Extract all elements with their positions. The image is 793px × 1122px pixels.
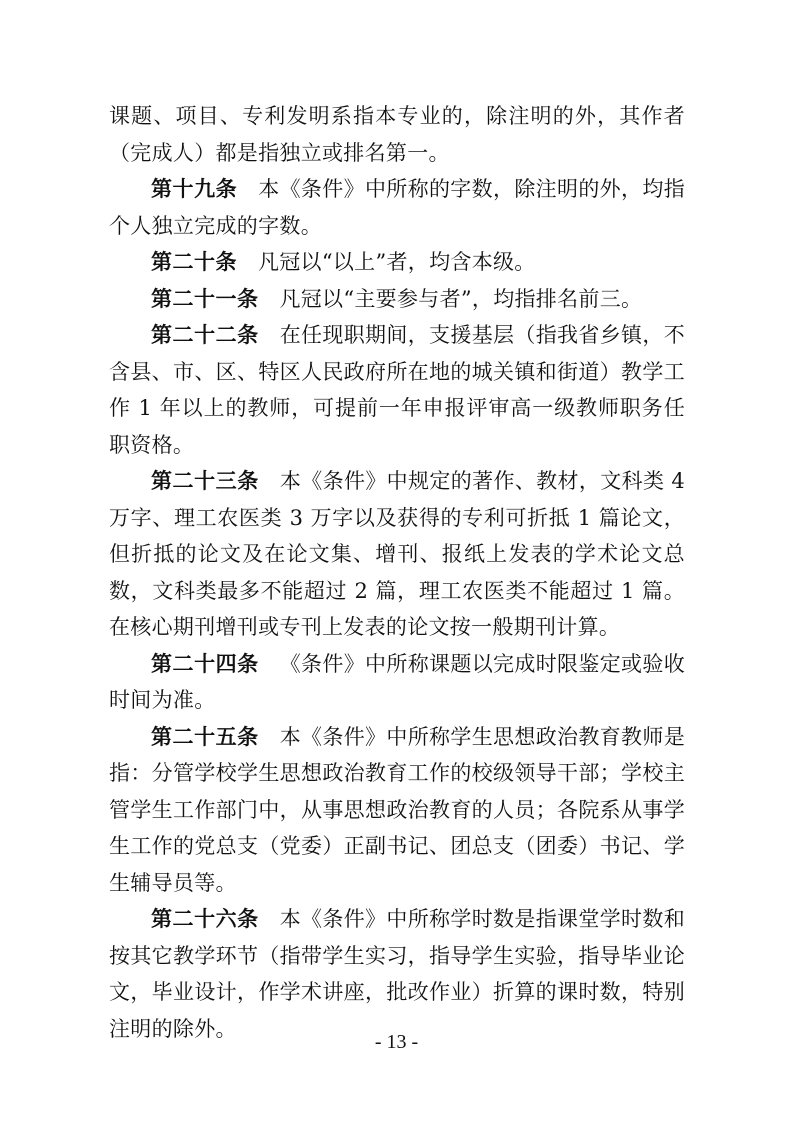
article-heading: 第十九条: [151, 177, 238, 201]
article-heading: 第二十三条: [151, 469, 259, 493]
article-25: [109, 719, 685, 902]
article-text: 本《条件》中所称的字数，除注明的外，均指个人独立完成的字数。: [109, 177, 686, 238]
article-text: 凡冠以“主要参与者”，均指排名前三。: [279, 286, 643, 311]
article-text: 本《条件》中所称学生思想政治教育教师是指：分管学校学生思想政治教育工作的校级领导干部；学校主管学生工作部门中，从事思想政治教育的人员；各院系从事学生工作的党总支（党委）正副书记、团总支（团委）书记、学生辅导员等。: [109, 724, 685, 895]
article-heading: 第二十条: [151, 250, 237, 274]
paragraph-text: 课题、项目、专利发明系指本专业的，除注明的外，其作者（完成人）都是指独立或排名第一。: [109, 104, 685, 165]
document-body: [109, 98, 685, 1047]
article-20: [109, 244, 685, 281]
article-text: 本《条件》中规定的著作、教材，文科类 4 万字、理工农医类 3 万字以及获得的专利可折抵 1 篇论文，但折抵的论文及在论文集、增刊、报纸上发表的学术论文总数，文科类最多不能超过 2 篇，理工农医类不能超过 1 篇。在核心期刊增刊或专刊上发表的论文按一般期刊计算。: [109, 469, 685, 639]
article-19: [109, 171, 685, 244]
article-text: 《条件》中所称课题以完成时限鉴定或验收时间为准。: [109, 651, 685, 712]
page-number: - 13 -: [374, 1031, 419, 1053]
article-text: 在任现职期间，支援基层（指我省乡镇，不含县、市、区、特区人民政府所在地的城关镇和街道）教学工作 1 年以上的教师，可提前一年申报评审高一级教师职务任职资格。: [109, 323, 685, 457]
article-heading: 第二十二条: [151, 323, 259, 347]
article-heading: 第二十五条: [151, 724, 259, 749]
article-heading: 第二十六条: [151, 907, 259, 931]
article-26: [109, 901, 685, 1047]
article-text: 凡冠以“以上”者，均含本级。: [257, 250, 536, 274]
article-21: [109, 281, 685, 318]
article-22: [109, 317, 685, 463]
article-23: [109, 463, 685, 646]
article-heading: 第二十四条: [151, 651, 259, 676]
article-24: [109, 646, 685, 719]
article-heading: 第二十一条: [151, 286, 259, 311]
paragraph-continuation: [109, 98, 685, 171]
article-text: 本《条件》中所称学时数是指课堂学时数和按其它教学环节（指带学生实习，指导学生实验，指导毕业论文，毕业设计，作学术讲座，批改作业）折算的课时数，特别注明的除外。: [109, 907, 685, 1041]
